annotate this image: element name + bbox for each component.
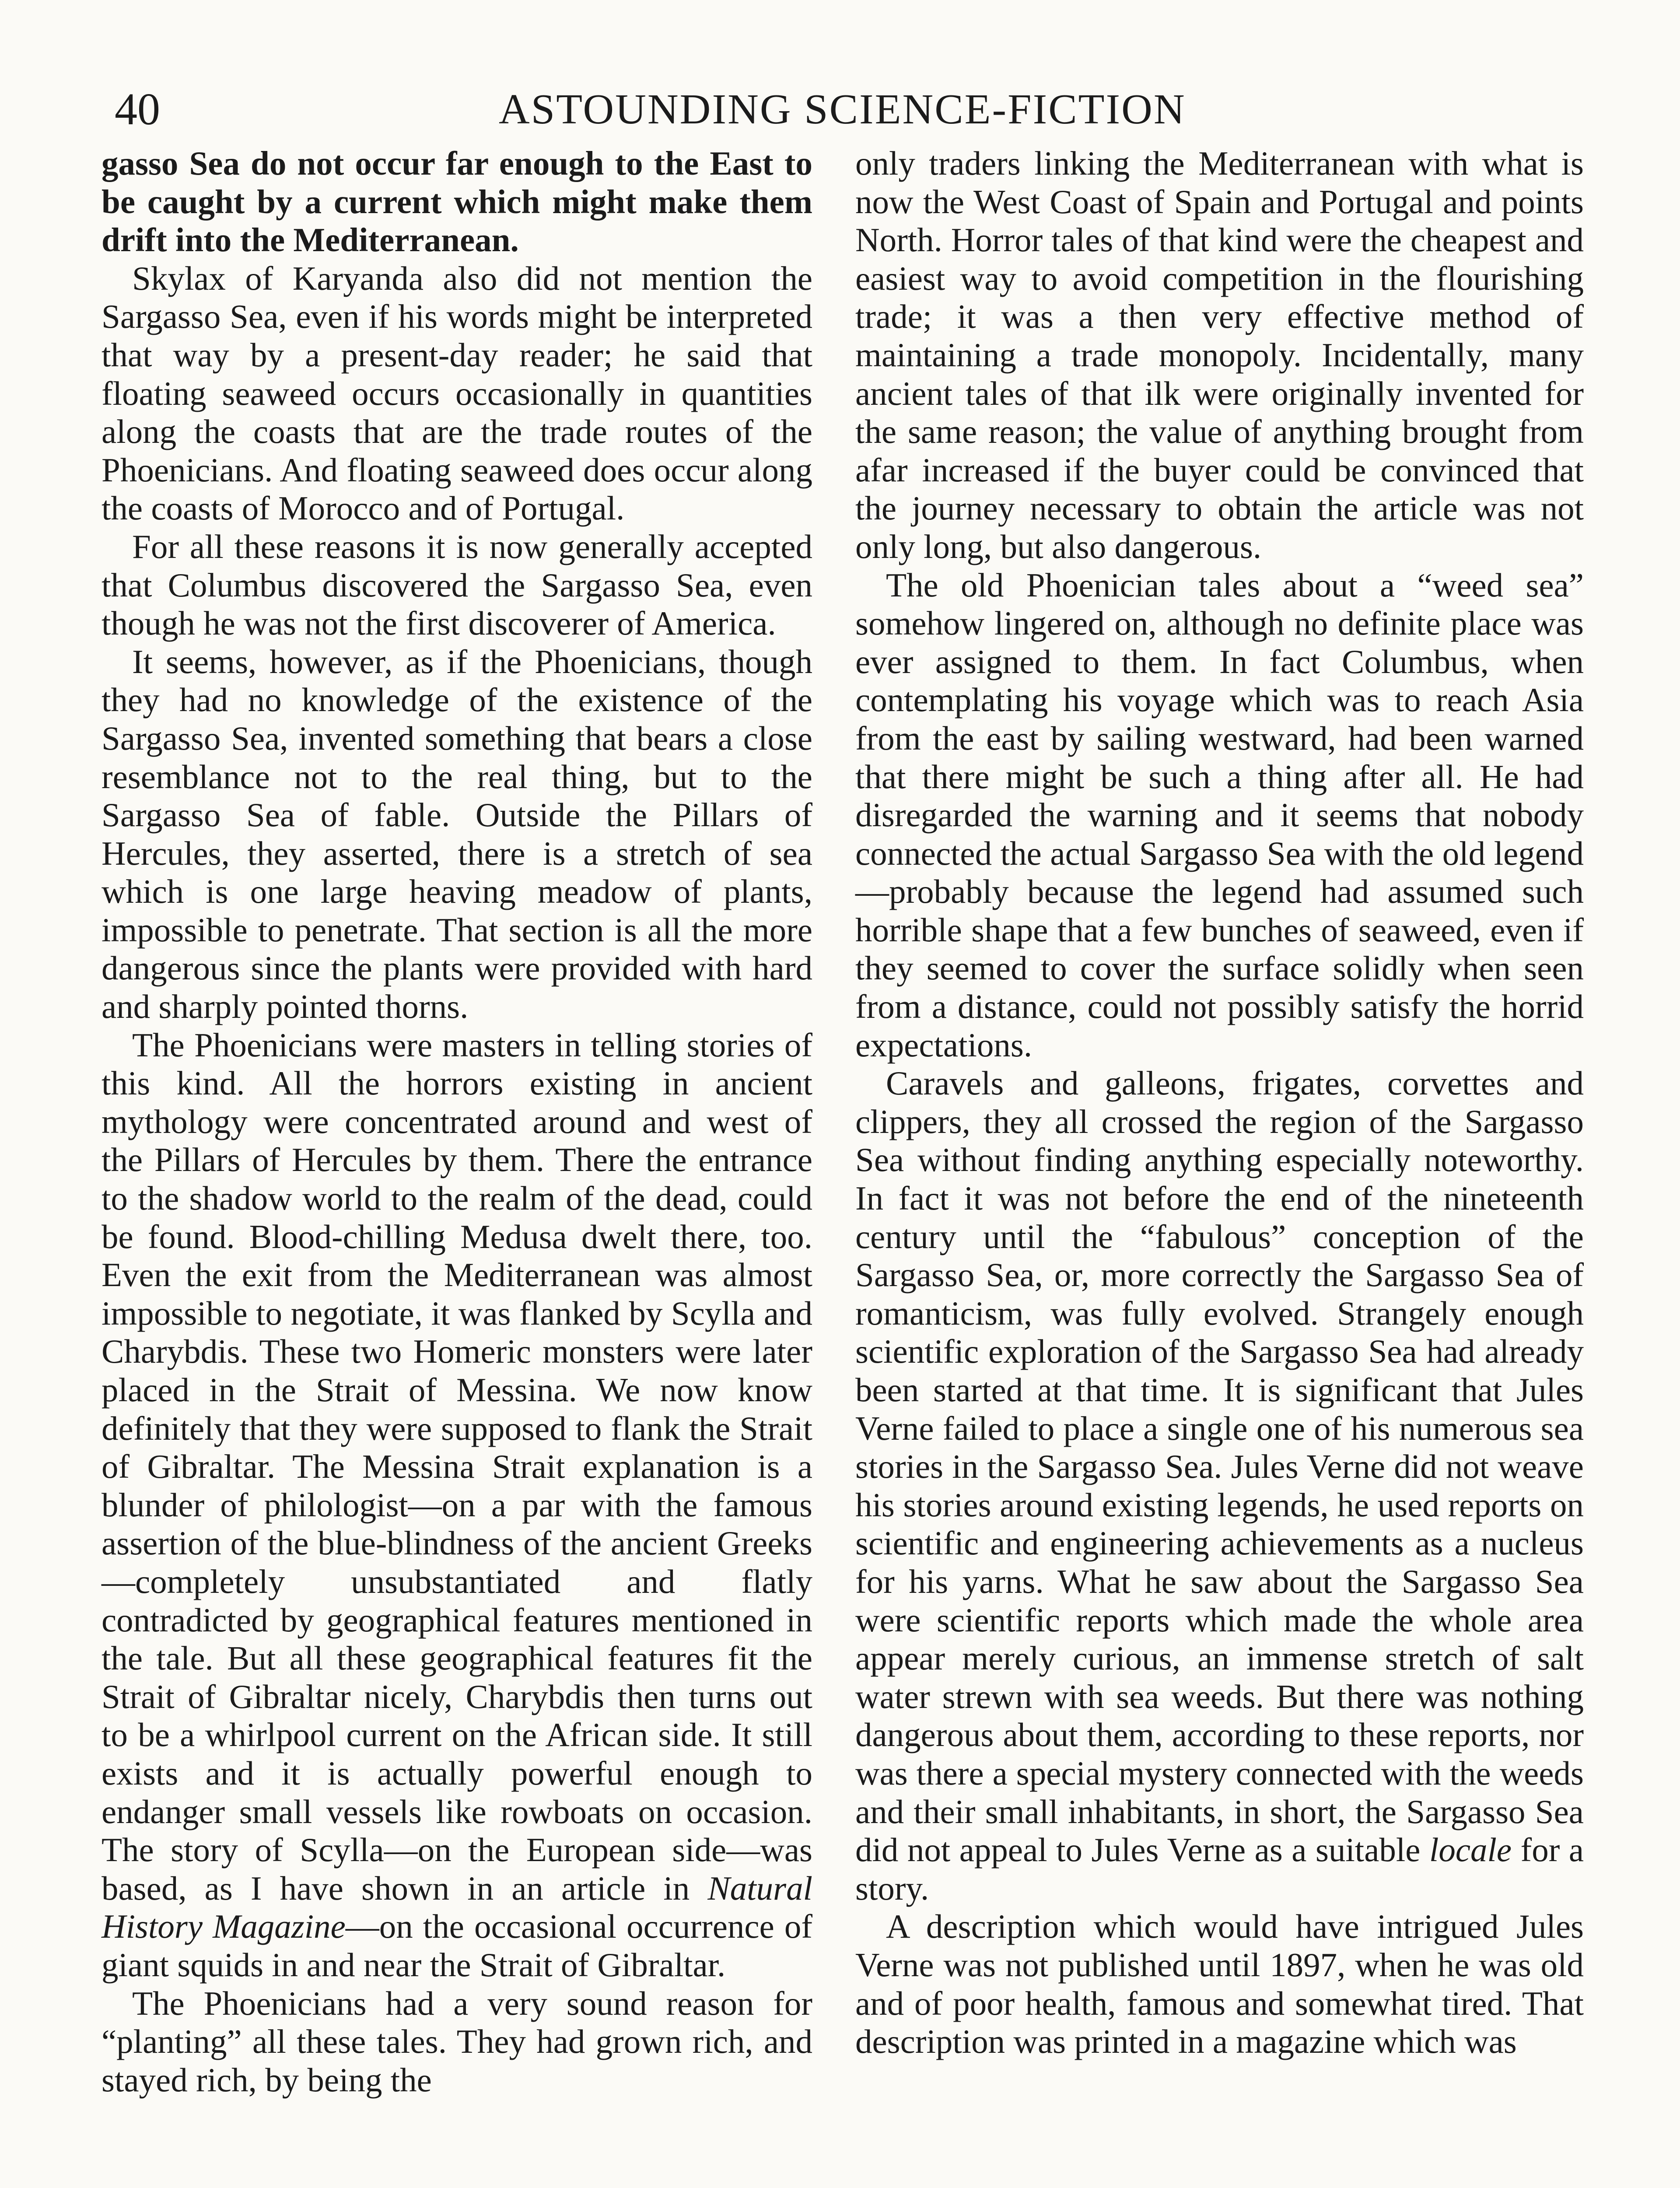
left-paragraph-6: The Phoenicians had a very sound reason for “planting” all these tales. They had grown rich, and stayed rich, by being the [102,1984,812,2099]
left-column [102,144,812,2099]
right-column [855,144,1584,2061]
right-paragraph-3-text-a: Caravels and galleons, frigates, corvettes and clippers, they all crossed the region of the Sargasso Sea without finding anything especially noteworthy. In fact it was not before the end of the nineteenth century until the “fabulous” conception of the Sargasso Sea, or, more correctly the Sargasso Sea of romanticism, was fully evolved. Strangely enough scientific exploration of the Sargasso Sea had already been started at that time. It is significant that Jules Verne failed to place a single one of his numerous sea stories in the Sargasso Sea. Jules Verne did not weave his stories around existing legends, he used reports on scientific and engineering achievements as a nucleus for his yarns. What he saw about the Sargasso Sea were scientific reports which made the whole area appear merely curious, an immense stretch of salt water strewn with sea weeds. But there was nothing dangerous about them, according to these reports, nor was there a special mystery connected with the weeds and their small inhabitants, in short, the Sargasso Sea did not appeal to Jules Verne as a suitable [855,1064,1584,1869]
locale-word: locale [1429,1831,1512,1869]
page-number: 40 [115,84,160,134]
running-title: ASTOUNDING SCIENCE-FICTION [499,86,1186,133]
left-paragraph-3: For all these reasons it is now generally accepted that Columbus discovered the Sargasso Sea, even though he was not the first discoverer of America. [102,527,812,642]
left-paragraph-4: It seems, however, as if the Phoenicians, though they had no knowledge of the existence of the Sargasso Sea, invented something that bears a close resemblance not to the real thing, but to the Sargasso Sea of fable. Outside the Pillars of Hercules, they asserted, there is a stretch of sea which is one large heaving meadow of plants, impossible to penetrate. That section is all the more dangerous since the plants were provided with hard and sharply pointed thorns. [102,642,812,1026]
left-paragraph-5 [102,1026,812,1985]
left-paragraph-5-text-a: The Phoenicians were masters in telling stories of this kind. All the horrors existing in ancient mythology were concentrated around and west of the Pillars of Hercules by them. There the entrance to the shadow world to the realm of the dead, could be found. Blood-chilling Medusa dwelt there, too. Even the exit from the Mediterranean was almost impossible to negotiate, it was flanked by Scylla and Charybdis. These two Homeric monsters were later placed in the Strait of Messina. We now know definitely that they were supposed to flank the Strait of Gibraltar. The Messina Strait explanation is a blunder of philologist—on a par with the famous assertion of the blue-blindness of the ancient Greeks—completely unsubstantiated and flatly contradicted by geographical features mentioned in the tale. But all these geographical features fit the Strait of Gibraltar nicely, Charybdis then turns out to be a whirlpool current on the African side. It still exists and it is actually powerful enough to endanger small vessels like rowboats on occasion. The story of Scylla—on the European side—was based, as I have shown in an article in [102,1026,812,1907]
right-paragraph-3 [855,1064,1584,1907]
right-paragraph-4: A description which would have intrigued Jules Verne was not published until 1897, when he was old and of poor health, famous and somewhat tired. That description was printed in a magazine which was [855,1907,1584,2061]
page-header [0,66,1680,134]
left-paragraph-2: Skylax of Karyanda also did not mention the Sargasso Sea, even if his words might be interpreted that way by a present-day reader; he said that floating seaweed occurs occasionally in quantities along the coasts that are the trade routes of the Phoenicians. And floating seaweed does occur along the coasts of Morocco and of Portugal. [102,259,812,527]
magazine-title: Natural History Magazine [102,1869,812,1946]
right-paragraph-3-text-b: for a story. [855,1831,1584,1907]
right-paragraph-1: only traders linking the Mediterranean with what is now the West Coast of Spain and Portugal and points North. Horror tales of that kind were the cheapest and easiest way to avoid competition in the flourishing trade; it was a then very effective method of maintaining a trade monopoly. Incidentally, many ancient tales of that ilk were originally invented for the same reason; the value of anything brought from afar increased if the buyer could be convinced that the journey necessary to obtain the article was not only long, but also dangerous. [855,144,1584,565]
left-paragraph-1: gasso Sea do not occur far enough to the East to be caught by a current which might make them drift into the Mediterranean. [102,144,812,259]
left-paragraph-5-text-b: —on the occasional occurrence of giant squids in and near the Strait of Gibraltar. [102,1907,812,1984]
right-paragraph-2: The old Phoenician tales about a “weed sea” somehow lingered on, although no definite place was ever assigned to them. In fact Columbus, when contemplating his voyage which was to reach Asia from the east by sailing westward, had been warned that there might be such a thing after all. He had disregarded the warning and it seems that nobody connected the actual Sargasso Sea with the old legend—probably because the legend had assumed such horrible shape that a few bunches of seaweed, even if they seemed to cover the surface solidly when seen from a distance, could not possibly satisfy the horrid expectations. [855,566,1584,1064]
